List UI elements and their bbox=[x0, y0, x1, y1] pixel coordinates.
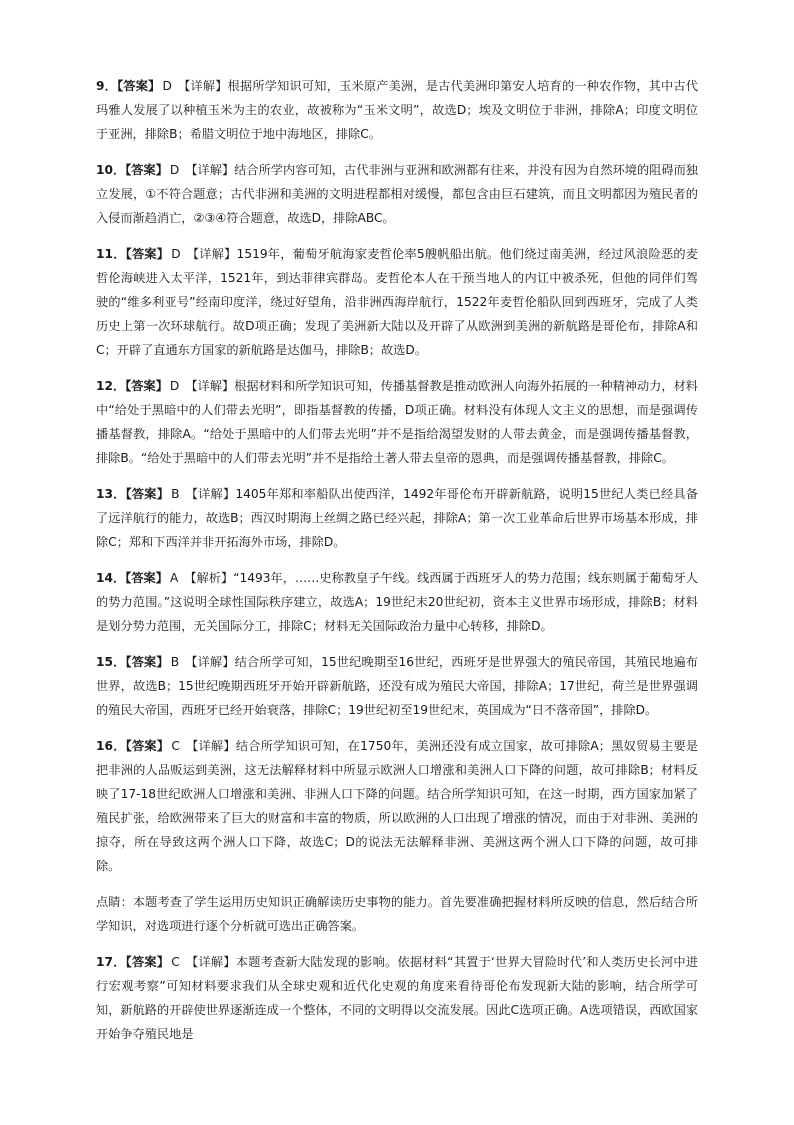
answer-letter: A bbox=[169, 571, 179, 585]
answer-tag: 【答案】 bbox=[125, 739, 170, 753]
answer-item-9 bbox=[96, 74, 698, 146]
answer-letter: D bbox=[169, 163, 180, 177]
explanation-text: 【详解】结合所学内容可知，古代非洲与亚洲和欧洲都有往来，并没有因为自然环境的阻碍而独立发展，①不符合题意；古代非洲和美洲的文明进程都相对缓慢，都包含由巨石建筑，而且文明都因为殖民者的入侵而渐趋消亡，②③④符合题意，故选D，排除ABC。 bbox=[96, 163, 698, 225]
answer-letter: B bbox=[171, 487, 180, 501]
answer-tag: 【答案】 bbox=[125, 655, 169, 669]
answer-letter: D bbox=[162, 79, 172, 93]
explanation-text: 【详解】结合所学可知，15世纪晚期至16世纪，西班牙是世界强大的殖民帝国，其殖民地遍布世界，故选B；15世纪晚期西班牙开始开辟新航路，还没有成为殖民大帝国，排除A；17世纪，荷兰是世界强调的殖民大帝国，西班牙已经开始衰落，排除C；19世纪初至19世纪末，英国成为“日不落帝国”，排除D。 bbox=[96, 655, 698, 717]
explanation-text: 【详解】根据材料和所学知识可知，传播基督教是推动欧洲人向海外拓展的一种精神动力，材料中“给处于黑暗中的人们带去光明”，即指基督教的传播，D项正确。材料没有体现人文主义的思想，而是强调传播基督教，排除A。“给处于黑暗中的人们带去光明”并不是指给渴望发财的人带去黄金，而是强调传播基督教，排除B。“给处于黑暗中的人们带去光明”并不是指给土著人带去皇帝的恩典，而是强调传播基督教，排除C。 bbox=[96, 379, 698, 465]
explanation-text: 【详解】根据所学知识可知，玉米原产美洲，是古代美洲印第安人培育的一种农作物，其中古代玛雅人发展了以种植玉米为主的农业，故被称为“玉米文明”，故选D；埃及文明位于非洲，排除A；印度文明位于亚洲，排除B；希腊文明位于地中海地区，排除C。 bbox=[96, 79, 698, 141]
answer-tag: 【答案】 bbox=[125, 955, 170, 969]
answer-tag: 【答案】 bbox=[125, 571, 168, 585]
explanation-text: 【详解】本题考查新大陆发现的影响。依据材料“其置于‘世界大冒险时代’和人类历史长河中进行宏观考察”可知材料要求我们从全球史观和近代化史观的角度来看待哥伦布发现新大陆的影响，结合所学可知，新航路的开辟使世界逐渐连成一个整体，不同的文明得以交流发展。因此C选项正确。A选项错误，西欧国家开始争夺殖民地是 bbox=[96, 955, 699, 1041]
answer-letter: D bbox=[169, 379, 180, 393]
question-number: 12． bbox=[96, 379, 126, 393]
question-number: 10． bbox=[96, 163, 126, 177]
question-number: 13． bbox=[96, 487, 126, 501]
note-paragraph bbox=[96, 890, 698, 938]
question-number: 14． bbox=[96, 571, 126, 585]
answer-tag: 【答案】 bbox=[125, 379, 168, 393]
question-number: 11． bbox=[96, 247, 126, 261]
answer-letter: D bbox=[171, 247, 181, 261]
question-number: 15． bbox=[96, 655, 126, 669]
answer-item-15 bbox=[96, 650, 698, 722]
explanation-text: 【详解】1519年，葡萄牙航海家麦哲伦率5艘帆船出航。他们绕过南美洲，经过风浪险恶的麦哲伦海峡进入太平洋，1521年，到达菲律宾群岛。麦哲伦本人在干预当地人的内讧中被杀死，但他的同伴们驾驶的“维多利亚号”经南印度洋，绕过好望角，沿非洲西海岸航行，1522年麦哲伦船队回到西班牙，完成了人类历史上第一次环球航行。故D项正确；发现了美洲新大陆以及开辟了从欧洲到美洲的新航路是哥伦布，排除A和C；开辟了直通东方国家的新航路是达伽马，排除B；故选D。 bbox=[96, 247, 698, 357]
answer-item-16 bbox=[96, 734, 698, 878]
answer-letter: C bbox=[171, 955, 180, 969]
answer-item-13 bbox=[96, 482, 698, 554]
answer-item-17 bbox=[96, 950, 698, 1046]
note-text: 点睛：本题考查了学生运用历史知识正确解读历史事物的能力。首先要准确把握材料所反映的信息，然后结合所学知识，对选项进行逐个分析就可选出正确答案。 bbox=[96, 895, 698, 933]
answer-letter: B bbox=[170, 655, 180, 669]
answer-item-11 bbox=[96, 242, 698, 362]
answer-letter: C bbox=[171, 739, 180, 753]
answer-item-10 bbox=[96, 158, 698, 230]
explanation-text: 【详解】结合所学知识可知，在1750年，美洲还没有成立国家，故可排除A；黑奴贸易主要是把非洲的人品贩运到美洲，这无法解释材料中所显示欧洲人口增涨和美洲人口下降的问题，故可排除B；材料反映了17-18世纪欧洲人口增涨和美洲、非洲人口下降的问题。结合所学知识可知，在这一时期，西方国家加紧了殖民扩张，给欧洲带来了巨大的财富和丰富的物质，所以欧洲的人口出现了增涨的情况，而由于对非洲、美洲的掠夺，所在导致这两个洲人口下降，故选C；D的说法无法解释非洲、美洲这两个洲人口下降的问题，故可排除。 bbox=[96, 739, 699, 873]
answer-item-12 bbox=[96, 374, 698, 470]
answer-tag: 【答案】 bbox=[125, 487, 170, 501]
answer-item-14 bbox=[96, 566, 698, 638]
question-number: 9． bbox=[96, 79, 118, 93]
answer-tag: 【答案】 bbox=[117, 79, 161, 93]
question-number: 16． bbox=[96, 739, 126, 753]
explanation-text: 【详解】1405年郑和率船队出使西洋，1492年哥伦布开辟新航路，说明15世纪人类已经具备了远洋航行的能力，故选B；西汉时期海上丝绸之路已经兴起，排除A；第一次工业革命后世界市场基本形成，排除C；郑和下西洋并非开拓海外市场，排除D。 bbox=[96, 487, 698, 549]
explanation-text: 【解析】“1493年，……史称教皇子午线。线西属于西班牙人的势力范围；线东则属于葡萄牙人的势力范围。”这说明全球性国际秩序建立，故选A；19世纪末20世纪初，资本主义世界市场形成，排除B；材料是划分势力范围，无关国际分工，排除C；材料无关国际政治力量中心转移，排除D。 bbox=[96, 571, 698, 633]
answer-tag: 【答案】 bbox=[125, 163, 168, 177]
question-number: 17． bbox=[96, 955, 126, 969]
answer-tag: 【答案】 bbox=[125, 247, 170, 261]
